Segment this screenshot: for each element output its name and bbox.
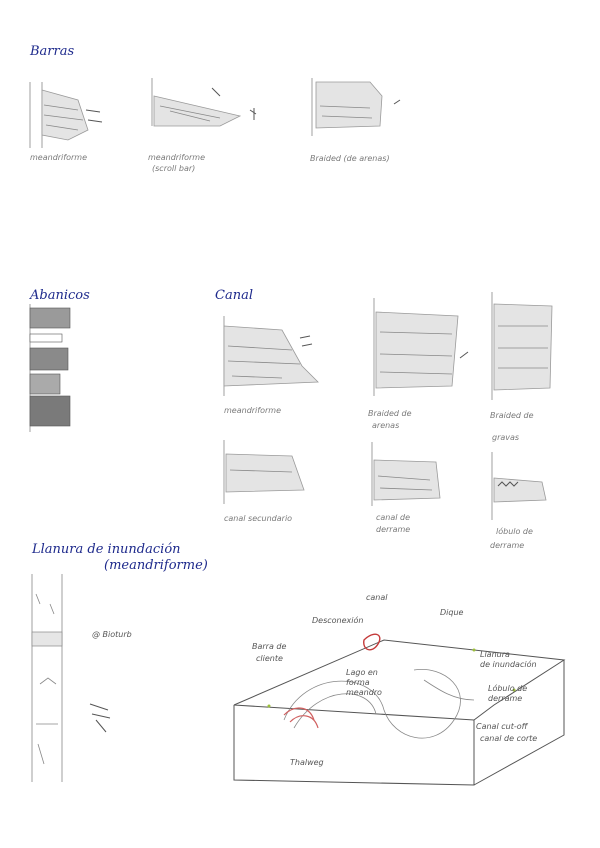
caption-arenas: arenas — [372, 421, 400, 430]
caption-braided-arenas: Braided (de arenas) — [310, 154, 390, 163]
label-lobulo-2: derrame — [488, 694, 523, 703]
label-lago-3: meandro — [346, 688, 382, 697]
caption-meandriforme-2: meandriforme — [148, 153, 205, 162]
sketch-braided-gravas — [490, 292, 560, 406]
label-thalweg: Thalweg — [290, 758, 324, 767]
caption-scroll-bar: (scroll bar) — [152, 164, 196, 173]
label-dique: Dique — [440, 608, 464, 617]
label-cutoff-2: canal de corte — [480, 734, 538, 743]
label-descon: Desconexión — [312, 616, 364, 625]
section-subtitle-llanura: (meandriforme) — [104, 558, 208, 573]
section-title-barras: Barras — [30, 44, 75, 59]
caption-braided-de: Braided de — [368, 409, 412, 418]
sketch-lobulo-derrame — [490, 452, 560, 526]
caption-canal-secundario: canal secundario — [224, 514, 293, 523]
sketch-llanura-column — [30, 574, 140, 788]
sketch-braided-arenas-canal — [372, 298, 472, 402]
caption-derrame-2: derrame — [490, 541, 525, 550]
sketch-meandriforme-bar — [28, 80, 108, 154]
sketch-abanicos-column — [28, 304, 78, 438]
caption-derrame: derrame — [376, 525, 411, 534]
label-lago-2: forma — [346, 678, 370, 687]
label-lago: Lago en — [346, 668, 378, 677]
label-cutoff: Canal cut-off — [476, 722, 528, 731]
section-title-abanicos: Abanicos — [30, 288, 90, 303]
caption-canal-meandriforme: meandriforme — [224, 406, 281, 415]
label-bioturb: @ Bioturb — [92, 630, 132, 639]
label-barra-2: cliente — [256, 654, 283, 663]
caption-canal-de: canal de — [376, 513, 411, 522]
sketch-braided-arenas — [310, 76, 410, 142]
caption-gravas: gravas — [492, 433, 520, 442]
caption-meandriforme: meandriforme — [30, 153, 87, 162]
sketch-canal-meandriforme — [222, 316, 322, 402]
caption-braided-de-2: Braided de — [490, 411, 534, 420]
section-title-llanura: Llanura de inundación — [32, 542, 181, 557]
caption-lobulo-de: lóbulo de — [496, 527, 533, 536]
sketch-canal-secundario — [222, 440, 322, 510]
label-llanura: Llanura — [480, 650, 510, 659]
section-title-canal: Canal — [215, 288, 253, 303]
sketch-scroll-bar — [150, 76, 270, 140]
sketch-canal-derrame — [370, 442, 450, 512]
label-canal: canal — [366, 593, 388, 602]
label-llanura-2: de inundación — [480, 660, 537, 669]
label-barra: Barra de — [252, 642, 287, 651]
label-lobulo: Lóbulo de — [488, 684, 528, 693]
